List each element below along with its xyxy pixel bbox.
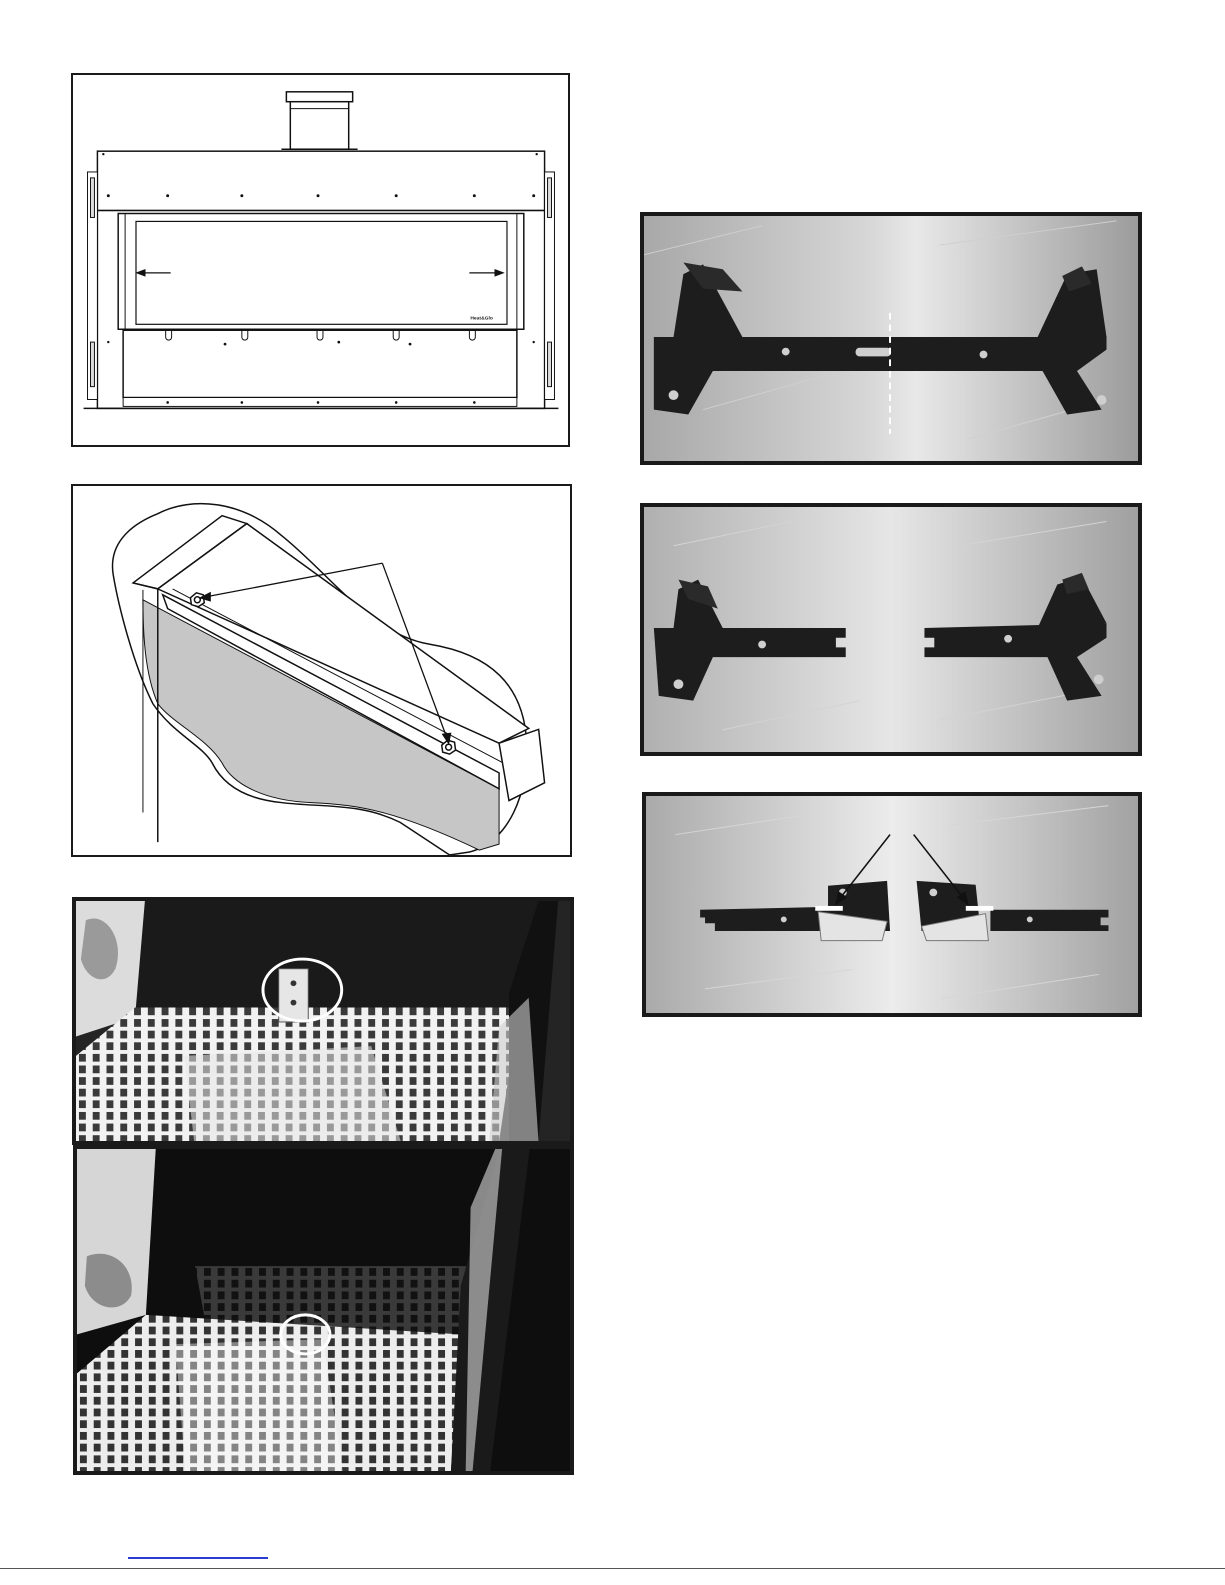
brand-mark: Heat&Glo	[470, 316, 493, 322]
footer-link-underline[interactable]	[128, 1557, 268, 1559]
bracket-bent-photo	[642, 792, 1142, 1017]
footer-rule	[0, 1568, 1225, 1569]
bracket-full-photo	[640, 212, 1142, 465]
fireplace-front-figure	[71, 73, 570, 447]
trim-detail-figure	[71, 484, 572, 857]
trim-detail-drawing	[73, 486, 570, 855]
bracket-cut-photo	[640, 503, 1142, 756]
firebox-photo-bottom	[73, 1145, 574, 1475]
fireplace-front-drawing	[73, 75, 568, 445]
firebox-photo-top	[72, 897, 574, 1145]
